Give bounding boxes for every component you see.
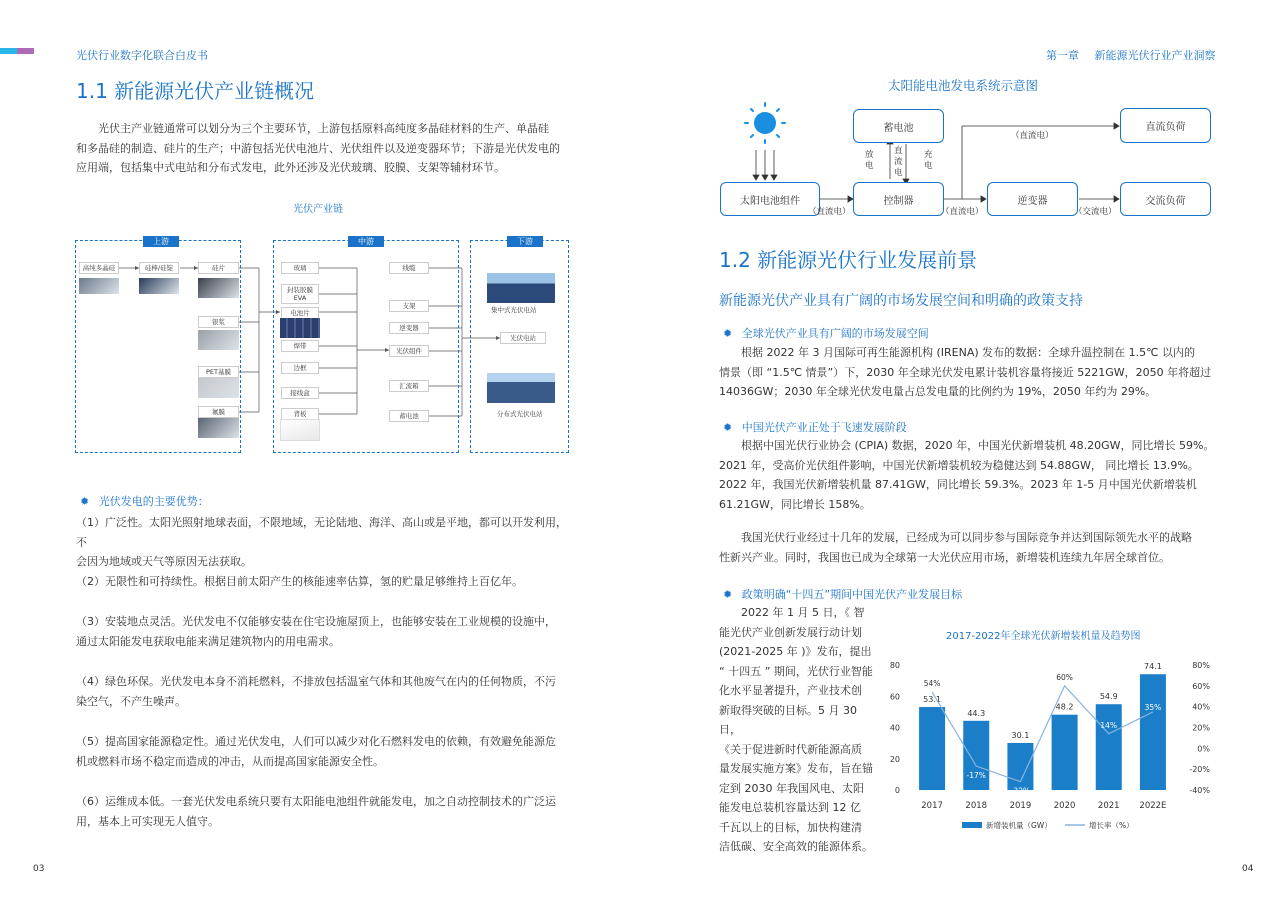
line-label: -32% bbox=[1010, 786, 1031, 796]
intro-line: 应用端，包括集中式电站和分布式发电，此外还涉及光伏玻璃、胶膜、支架等辅材环节。 bbox=[76, 161, 505, 174]
bar bbox=[1007, 743, 1033, 790]
y-left-tick: 20 bbox=[889, 754, 900, 764]
para-line: 根据 2022 年 3 月国际可再生能源机构 (IRENA) 发布的数据：全球升温控制在 1.5℃ 以内的 bbox=[741, 346, 1195, 359]
para-line: 2022 年，我国光伏新增装机量 87.41GW，同比增长 59.3%。2023 年 1-5 月中国光伏新增装机 bbox=[719, 478, 1197, 491]
chain-item: 封装胶膜 EVA bbox=[281, 284, 319, 304]
dc-label-top: （直流电） bbox=[1011, 131, 1054, 141]
bullet-global bbox=[723, 325, 929, 341]
para-line: “ 十四五 ” 期间，光伏行业智能 bbox=[719, 664, 873, 678]
chain-item: 支架 bbox=[389, 300, 429, 312]
industry-chain-diagram bbox=[0, 0, 640, 460]
line-label: 14% bbox=[1100, 720, 1118, 730]
chain-item: 光伏电站 bbox=[500, 332, 546, 344]
para-line: 性新兴产业。同时，我国也已成为全球第一大光伏应用市场，新增装机连续九年居全球首位。 bbox=[719, 550, 1170, 564]
running-header-left: 光伏行业数字化联合白皮书 bbox=[76, 49, 208, 62]
line-label: -17% bbox=[966, 771, 986, 781]
advantage-line: （3）安装地点灵活。光伏发电不仅能够安装在住宅设施屋顶上，也能够安装在工业规模的设施中， bbox=[76, 615, 556, 628]
intro-line: 光伏主产业链通常可以划分为三个主要环节，上游包括原料高纯度多晶硅材料的生产、单晶硅 bbox=[98, 122, 549, 135]
chain-item: 硅片 bbox=[198, 262, 239, 274]
direct-current-label: 直 流 电 bbox=[894, 146, 903, 178]
system-diagram-title: 太阳能电池发电系统示意图 bbox=[888, 78, 1039, 93]
midstream-tag: 中游 bbox=[348, 236, 384, 247]
downstream-frame bbox=[470, 240, 569, 453]
sun-bullet-icon: ✹ bbox=[80, 495, 90, 508]
bullet-global-text bbox=[719, 343, 1219, 402]
chain-item: 银浆 bbox=[198, 316, 239, 328]
sunlight-arrows bbox=[753, 150, 777, 180]
chain-item: 硅棒/硅锭 bbox=[139, 262, 179, 274]
backsheet-image bbox=[280, 419, 320, 441]
chain-item: 背板 bbox=[281, 408, 319, 420]
y-right-tick: 0% bbox=[1197, 744, 1210, 754]
para-line: 情景（即 “1.5℃ 情景”）下，2030 年全球光伏发电累计装机容量将接近 5221GW，2050 年将超过 bbox=[719, 365, 1212, 379]
sun-icon bbox=[745, 103, 785, 143]
advantage-line: （6）运维成本低。一套光伏发电系统只要有太阳能电池组件就能发电，加之自动控制技术的广泛运 bbox=[76, 795, 556, 808]
advantage-item bbox=[76, 672, 556, 711]
chain-item-image bbox=[139, 278, 179, 294]
bar-label: 30.1 bbox=[1011, 730, 1030, 740]
chain-item: 接线盒 bbox=[281, 387, 319, 399]
chain-item: 焊带 bbox=[281, 340, 319, 352]
upstream-tag: 上游 bbox=[143, 236, 179, 247]
centralized-plant-image bbox=[487, 273, 555, 303]
advantage-line: 会因为地域或天气等原因无法获取。 bbox=[76, 555, 252, 568]
chain-title: 光伏产业链 bbox=[293, 204, 343, 215]
battery-box: 蓄电池 bbox=[853, 109, 944, 143]
x-tick: 2022E bbox=[1139, 801, 1167, 811]
advantage-item bbox=[76, 572, 523, 592]
advantage-line: 机或燃料市场不稳定而造成的冲击，从而提高国家能源安全性。 bbox=[76, 754, 384, 768]
chain-item-image bbox=[79, 278, 119, 294]
bar-label: 48.2 bbox=[1055, 702, 1074, 712]
section-title-1-1: 1.1 新能源光伏产业链概况 bbox=[76, 79, 315, 103]
para-line: 能光伏产业创新发展行动计划 bbox=[719, 625, 862, 639]
distributed-plant-image bbox=[487, 373, 555, 403]
chain-item: 汇流箱 bbox=[389, 380, 429, 392]
x-tick: 2019 bbox=[1009, 801, 1032, 811]
controller-box: 控制器 bbox=[853, 182, 944, 216]
y-left-tick: 60 bbox=[889, 692, 900, 702]
inverter-box: 逆变器 bbox=[987, 182, 1078, 216]
bullet-policy bbox=[723, 586, 962, 602]
advantage-item bbox=[76, 513, 576, 572]
advantage-item bbox=[76, 732, 556, 771]
y-right-tick: 80% bbox=[1192, 661, 1210, 670]
para-line: 根据中国光伏行业协会 (CPIA) 数据，2020 年，中国光伏新增装机 48.20GW，同比增长 59%。 bbox=[741, 439, 1215, 452]
y-left-tick: 0 bbox=[894, 786, 900, 795]
para-line: 2022 年 1 月 5 日，《 智 bbox=[741, 606, 865, 619]
y-left-tick: 40 bbox=[889, 723, 900, 733]
legend-bar-label: 新增装机量（GW） bbox=[986, 821, 1052, 830]
para-line: 14036GW；2030 年全球光伏发电量占总发电量的比例约为 19%，2050 年约为 29%。 bbox=[719, 385, 1157, 398]
para-line: 《关于促进新时代新能源高质 bbox=[719, 742, 862, 756]
downstream-tag: 下游 bbox=[507, 236, 543, 247]
cell-image bbox=[280, 318, 320, 338]
dc-load-box: 直流负荷 bbox=[1120, 108, 1211, 143]
bar-label: 54.9 bbox=[1099, 692, 1118, 702]
x-tick: 2017 bbox=[921, 801, 943, 811]
para-line: 定到 2030 年我国风电、太阳 bbox=[719, 781, 864, 795]
para-line: 新取得突破的目标。5 月 30 日， bbox=[719, 703, 857, 736]
running-header-right bbox=[1046, 47, 1216, 63]
bullet-title: 中国光伏产业正处于飞速发展阶段 bbox=[741, 421, 907, 434]
advantage-item bbox=[76, 792, 556, 831]
x-tick: 2020 bbox=[1053, 801, 1076, 811]
advantage-line: （2）无限性和可持续性。根据目前太阳产生的核能速率估算，氢的贮量足够维持上百亿年。 bbox=[76, 575, 523, 588]
advantages-heading bbox=[80, 493, 209, 509]
bullet-china-text bbox=[719, 436, 1219, 514]
chain-down-label: 集中式光伏电站 bbox=[491, 306, 537, 314]
chain-item-image bbox=[198, 330, 239, 350]
installation-chart bbox=[880, 650, 1220, 840]
ac-load-box: 交流负荷 bbox=[1120, 182, 1211, 216]
page-number-right: 04 bbox=[1242, 864, 1254, 874]
para-line: 洁低碳、安全高效的能源体系。 bbox=[719, 840, 873, 853]
discharge-label: 放 电 bbox=[865, 150, 874, 171]
solar-panel-box: 太阳电池组件 bbox=[720, 182, 820, 216]
para-line: 61.21GW，同比增长 158%。 bbox=[719, 497, 871, 511]
intro-line: 和多晶硅的制造、硅片的生产；中游包括光伏电池片、光伏组件以及逆变器环节；下游是光伏发电的 bbox=[76, 141, 560, 155]
para-line: 我国光伏行业经过十几年的发展，已经成为可以同步参与国际竞争并达到国际领先水平的战略 bbox=[741, 531, 1192, 544]
bullet-policy-text bbox=[719, 603, 879, 857]
chain-item: 氟膜 bbox=[198, 406, 239, 418]
bar bbox=[1140, 674, 1166, 790]
sun-bullet-icon: ✹ bbox=[723, 327, 733, 340]
bar-label: 74.1 bbox=[1144, 662, 1162, 672]
chain-item: 逆变器 bbox=[389, 322, 429, 334]
y-left-tick: 80 bbox=[889, 661, 900, 670]
y-right-tick: -20% bbox=[1189, 765, 1210, 775]
y-right-tick: 20% bbox=[1192, 723, 1210, 733]
advantage-line: （1）广泛性。太阳光照射地球表面，不限地域，无论陆地、海洋、高山或是平地，都可以开发利用，不 bbox=[76, 516, 567, 549]
x-tick: 2018 bbox=[965, 801, 988, 811]
para-line: (2021-2025 年 )》发布，提出 bbox=[719, 645, 872, 658]
chapter-label: 第一章 bbox=[1046, 49, 1079, 62]
bullet-title: 政策明确“十四五”期间中国光伏产业发展目标 bbox=[741, 588, 963, 601]
chain-item: 高纯多晶硅 bbox=[79, 262, 119, 274]
chain-item: 光伏组件 bbox=[389, 345, 429, 357]
chain-item-image bbox=[198, 418, 239, 438]
chain-down-label: 分布式光伏电站 bbox=[497, 410, 543, 418]
dc-label-1: （直流电） bbox=[808, 207, 851, 217]
line-label: 60% bbox=[1056, 672, 1073, 682]
y-right-tick: -40% bbox=[1189, 786, 1210, 795]
para-line: 化水平显著提升，产业技术创 bbox=[719, 684, 862, 697]
page-number-left: 03 bbox=[33, 864, 45, 874]
chain-item: 电池片 bbox=[281, 307, 319, 319]
chart-title: 2017-2022年全球光伏新增装机量及趋势图 bbox=[946, 631, 1141, 642]
bullet-china bbox=[723, 419, 907, 435]
advantage-line: （5）提高国家能源稳定性。通过光伏发电，人们可以减少对化石燃料发电的依赖，有效避免能源危 bbox=[76, 735, 556, 748]
chain-item: 边框 bbox=[281, 362, 319, 374]
section-title-1-2: 1.2 新能源光伏行业发展前景 bbox=[719, 248, 978, 272]
x-tick: 2021 bbox=[1097, 801, 1120, 811]
y-right-tick: 60% bbox=[1192, 681, 1210, 691]
chain-item: PET基膜 bbox=[198, 366, 239, 378]
advantages-title: 光伏发电的主要优势： bbox=[98, 495, 209, 508]
ac-label: （交流电） bbox=[1074, 207, 1117, 217]
dc-label-2: （直流电） bbox=[941, 207, 984, 217]
chain-item: 蓄电池 bbox=[389, 410, 429, 422]
bullet-title: 全球光伏产业具有广阔的市场发展空间 bbox=[741, 327, 929, 340]
legend-bar-swatch bbox=[962, 822, 982, 828]
china-summary-text bbox=[719, 528, 1219, 567]
chain-item-image bbox=[198, 378, 239, 398]
chain-item-image bbox=[198, 278, 239, 298]
y-right-tick: 40% bbox=[1192, 702, 1210, 712]
para-line: 能发电总装机容量达到 12 亿 bbox=[719, 801, 861, 814]
bar bbox=[1096, 704, 1122, 790]
para-line: 2021 年，受高价光伏组件影响，中国光伏新增装机较为稳健达到 54.88GW， 同比增长 13.9%。 bbox=[719, 458, 1199, 472]
advantage-line: 染空气，不产生噪声。 bbox=[76, 694, 186, 708]
chapter-title: 新能源光伏行业产业洞察 bbox=[1094, 49, 1216, 62]
bar-label: 53.1 bbox=[923, 695, 941, 705]
line-label: 35% bbox=[1144, 702, 1162, 712]
section-subtitle: 新能源光伏产业具有广阔的市场发展空间和明确的政策支持 bbox=[719, 293, 1083, 309]
advantage-line: 用，基本上可实现无人值守。 bbox=[76, 814, 219, 828]
advantage-line: （4）绿色环保。光伏发电本身不消耗燃料，不排放包括温室气体和其他废气在内的任何物质，不污 bbox=[76, 675, 556, 688]
sun-bullet-icon: ✹ bbox=[723, 421, 733, 434]
bar-label: 44.3 bbox=[967, 708, 986, 718]
para-line: 量发展实施方案》发布，旨在锚 bbox=[719, 762, 873, 775]
chain-item: 玻璃 bbox=[281, 262, 319, 274]
sun-bullet-icon: ✹ bbox=[723, 588, 733, 601]
bar bbox=[1052, 715, 1078, 790]
para-line: 千瓦以上的目标，加快构建清 bbox=[719, 820, 862, 834]
advantage-line: 通过太阳能发电获取电能来满足建筑物内的用电需求。 bbox=[76, 634, 340, 648]
charge-label: 充 电 bbox=[924, 150, 933, 171]
advantage-item bbox=[76, 612, 556, 651]
chain-item: 线缆 bbox=[389, 262, 429, 274]
legend-line-label: 增长率（%） bbox=[1089, 821, 1134, 830]
line-label: 54% bbox=[923, 679, 941, 689]
bar bbox=[919, 707, 945, 790]
